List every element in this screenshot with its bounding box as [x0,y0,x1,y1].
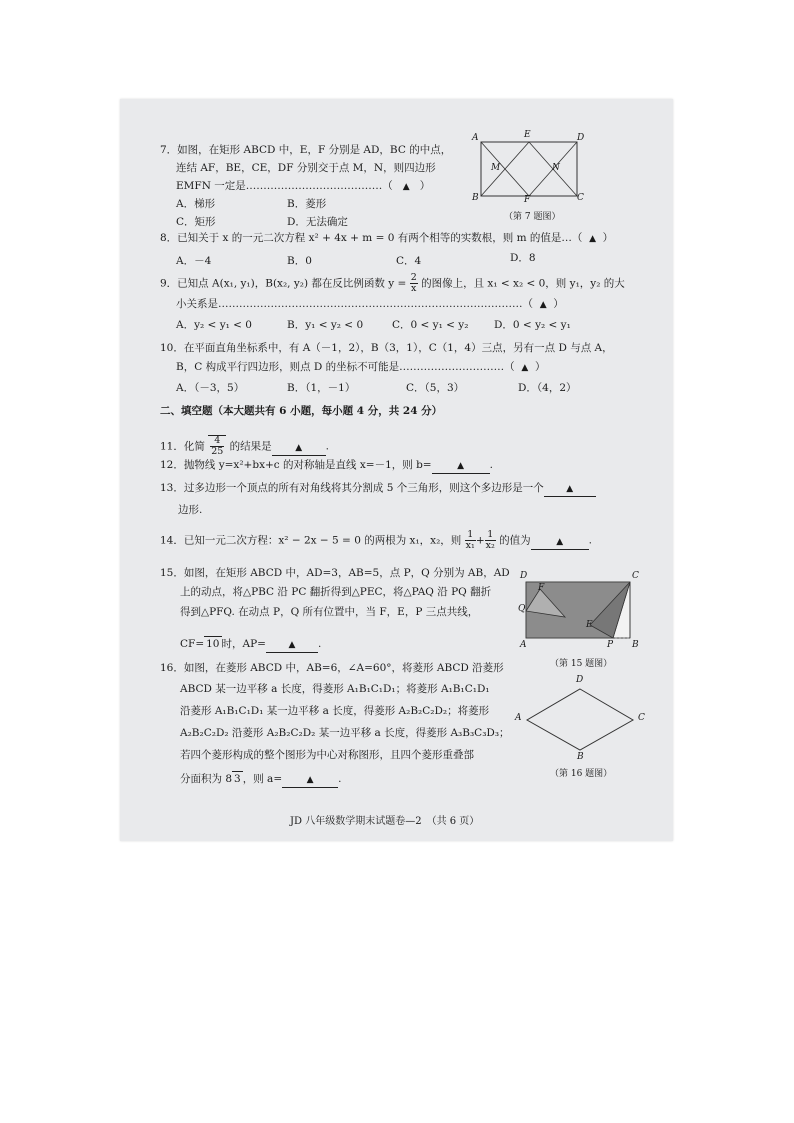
q10-option-c: C．（5，3） [406,382,465,394]
answer-mark-icon: ▲ [521,363,529,373]
answer-mark-icon: ▲ [306,775,314,785]
q7-option-a: A．梯形 [176,198,216,210]
q16-label-d: D [576,675,584,685]
q9-option-b: B．y₁ < y₂ < 0 [287,319,364,331]
q7-line1: 7．如图，在矩形 ABCD 中，E，F 分别是 AD，BC 的中点， [160,144,452,156]
q12-line: 12．抛物线 y=x²+bx+c 的对称轴是直线 x=－1，则 b= ▲ . [160,458,493,474]
q16-line5: 若四个菱形构成的整个图形为中心对称图形，且四个菱形重叠部 [180,749,474,761]
q11-answer-blank[interactable] [272,440,326,456]
q12-answer-blank[interactable] [432,458,490,474]
q15-answer-blank[interactable] [266,637,318,653]
q9-option-a: A．y₂ < y₁ < 0 [176,319,252,331]
q15-line3: 得到△PFQ. 在动点 P，Q 所有位置中，当 F，E，P 三点共线， [180,606,479,618]
q16-line3: 沿菱形 A₁B₁C₁D₁ 某一边平移 a 长度，得菱形 A₂B₂C₂D₂；将菱形 [180,705,490,717]
q7-line2: 连结 AF，BE，CE，DF 分别交于点 M，N，则四边形 [176,162,436,174]
q15-label-q: Q [518,604,526,614]
q8-option-a: A．－4 [176,255,212,267]
q16-label-c: C [638,713,645,723]
q7-label-a: A [472,133,479,143]
answer-mark-icon: ▲ [295,442,303,453]
q16-line6: 分面积为 8 3 ，则 a= ▲ . [180,771,341,788]
q7-label-e: E [524,130,531,140]
answer-mark-icon: ▲ [539,300,547,310]
q16-line1: 16．如图，在菱形 ABCD 中，AB=6，∠A=60°，将菱形 ABCD 沿菱形 [160,662,504,674]
q8-option-d: D．8 [510,252,536,264]
q8-option-b: B．0 [287,255,312,267]
q7-label-f: F [524,195,531,205]
q7-line3: EMFN 一定是…………………………………（ ▲ ） [176,180,431,192]
q10-option-b: B．（1，－1） [287,382,356,394]
q15-label-d: D [520,571,528,581]
q7-figure-caption: （第 7 题图） [504,212,561,222]
q14-answer-blank[interactable] [531,534,589,550]
q15-line1: 15．如图，在矩形 ABCD 中，AD=3，AB=5，点 P，Q 分别为 AB，AD [160,567,510,579]
section2-title: 二、填空题（本大题共有 6 小题，每小题 4 分，共 24 分） [160,405,443,417]
q16-label-a: A [515,713,522,723]
q15-figure-caption: （第 15 题图） [550,659,613,669]
q10-option-d: D．（4，2） [518,382,577,394]
q9-line2: 小关系是……………………………………………………………………………（ ▲ ） [176,298,564,310]
page-footer: JD 八年级数学期末试题卷—2 （共 6 页） [290,816,480,827]
q16-figure [520,684,640,754]
q9-fraction: $\frac{2}{x}$ [410,272,417,294]
q15-label-p: P [607,640,614,650]
q7-label-c: C [577,193,584,203]
q15-line2: 上的动点，将△PBC 沿 PC 翻折得到△PEC，将△PAQ 沿 PQ 翻折 [180,586,492,598]
q15-label-a: A [520,640,527,650]
q10-line1: 10．在平面直角坐标系中，有 A（－1，2），B（3，1），C（1，4）三点，另有一点 D 与点 A， [160,342,613,354]
q15-label-f: F [538,583,545,593]
q15-label-c: C [632,571,639,581]
q13-line1: 13．过多边形一个顶点的所有对角线将其分割成 5 个三角形，则这个多边形是一个 ▲ [160,481,596,497]
q13-line2: 边形. [178,504,203,516]
q7-option-d: D．无法确定 [287,216,348,228]
q7-label-b: B [472,193,479,203]
q15-label-e: E [586,620,593,630]
q7-label-d: D [577,133,585,143]
exam-sheet [120,99,673,841]
q9-option-d: D．0 < y₂ < y₁ [494,319,571,331]
answer-mark-icon: ▲ [402,182,410,192]
q8-line1: 8．已知关于 x 的一元二次方程 x² + 4x + m = 0 有两个相等的实数根，则 m 的值是…（ ▲ ） [160,232,614,244]
answer-mark-icon: ▲ [288,640,296,650]
q15-label-b: B [632,640,639,650]
q16-answer-blank[interactable] [282,772,338,788]
q10-option-a: A．（－3，5） [176,382,245,394]
q13-answer-blank[interactable] [544,481,596,497]
q14-line: 14．已知一元二次方程：x² − 2x − 5 = 0 的两根为 x₁，x₂，则 $\frac{1}{\text{x₁}}$ + $\frac{1}{\text{x₂}}$ 的值为 ▲ . [160,529,592,551]
q10-line2: B，C 构成平行四边形，则点 D 的坐标不可能是…………………………（ ▲ ） [176,361,546,373]
q7-label-n: N [552,163,560,173]
q15-line4: CF= 10 时，AP= ▲ . [180,636,321,653]
q7-option-b: B．菱形 [287,198,327,210]
answer-mark-icon: ▲ [556,536,564,547]
q8-option-c: C．4 [396,255,422,267]
q9-line1: 9．已知点 A(x₁, y₁)，B(x₂, y₂) 都在反比例函数 y = $\frac{2}{x}$ 的图像上，且 x₁ < x₂ < 0，则 y₁，y₂ 的大 [160,272,625,294]
answer-mark-icon: ▲ [589,234,596,244]
answer-mark-icon: ▲ [457,461,465,471]
q16-label-b: B [577,752,584,762]
q7-label-m: M [491,163,501,173]
q16-line2: ABCD 某一边平移 a 长度，得菱形 A₁B₁C₁D₁；将菱形 A₁B₁C₁D₁ [180,683,490,695]
q11-sqrt: $\frac{4}{25}$ [208,435,226,457]
q11-line: 11．化简 $\frac{4}{25}$ 的结果是 ▲ . [160,435,329,457]
answer-mark-icon: ▲ [566,484,574,494]
q16-figure-caption: （第 16 题图） [550,769,613,779]
q7-option-c: C．矩形 [176,216,216,228]
q9-option-c: C．0 < y₁ < y₂ [392,319,469,331]
q16-line4: A₂B₂C₂D₂ 沿菱形 A₂B₂C₂D₂ 某一边平移 a 长度，得菱形 A₃B₃C₃D₃； [180,727,510,739]
